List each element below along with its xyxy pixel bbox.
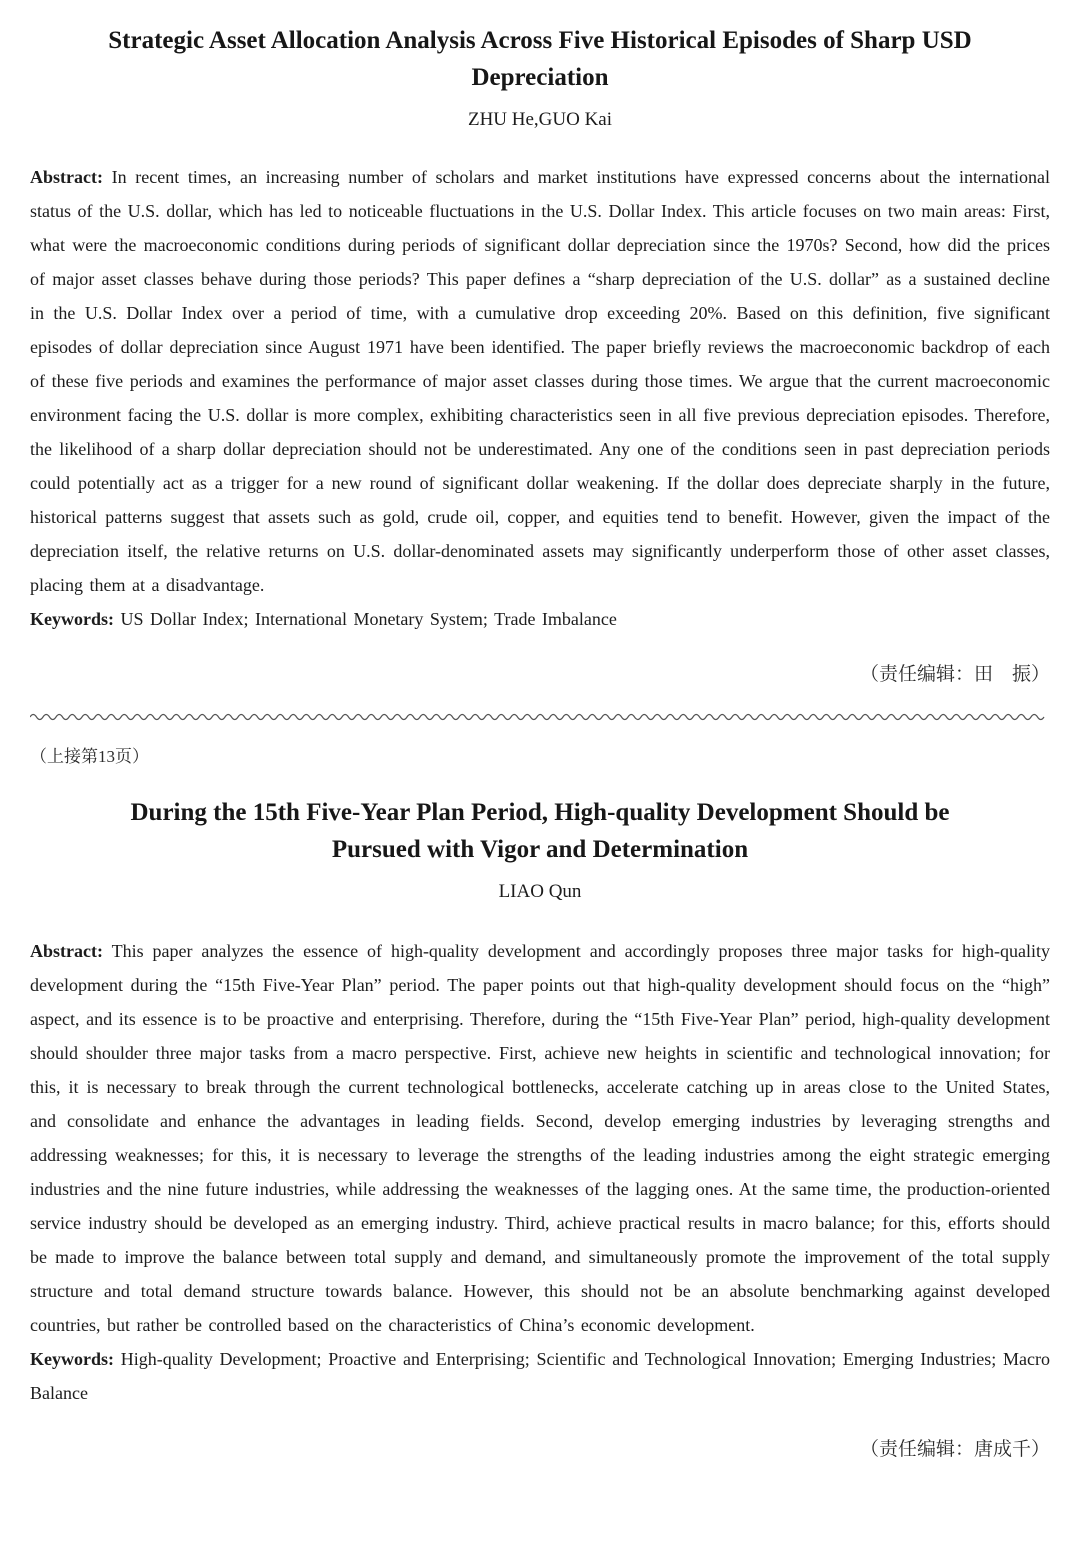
article2-abstract-label: Abstract:	[30, 941, 103, 961]
article2-authors: LIAO Qun	[498, 881, 582, 902]
article1-abstract	[30, 160, 1050, 602]
article2-abstract-text: This paper analyzes the essence of high-quality development and accordingly proposes three major tasks for high-quality development during the “15th Five-Year Plan” period. The paper points out that high-quality development should focus on the “high” aspect, and its essence is to be proactive and enterprising. Therefore, during the “15th Five-Year Plan” period, high-quality development should shoulder three major tasks from a macro perspective. First, achieve new heights in scientific and technological innovation; for this, it is necessary to break through the current technological bottlenecks, accelerate catching up in areas close to the United States, and consolidate and enhance the advantages in leading fields. Second, develop emerging industries by leveraging strengths and addressing weaknesses; for this, it is necessary to leverage the strengths of the leading industries among the eight strategic emerging industries and the nine future industries, while addressing the weaknesses of the lagging ones. At the same time, the production-oriented service industry should be developed as an emerging industry. Third, achieve practical results in macro balance; for this, efforts should be made to improve the balance between total supply and demand, and simultaneously promote the improvement of the total supply structure and total demand structure towards balance. However, this should not be an absolute benchmarking against developed countries, but rather be controlled based on the characteristics of China’s economic development.	[30, 941, 1050, 1335]
article1-keywords	[30, 602, 1050, 636]
article2-keywords-label: Keywords:	[30, 1349, 114, 1369]
article1-title: Strategic Asset Allocation Analysis Across Five Historical Episodes of Sharp USD Depreciation	[108, 27, 972, 91]
article1-abstract-text: In recent times, an increasing number of scholars and market institutions have expressed concerns about the international status of the U.S. dollar, which has led to noticeable fluctuations in the U.S. Dollar Index. This article focuses on two main areas: First, what were the macroeconomic conditions during periods of significant dollar depreciation since the 1970s? Second, how did the prices of major asset classes behave during those periods? This paper defines a “sharp depreciation of the U.S. dollar” as a sustained decline in the U.S. Dollar Index over a period of time, with a cumulative drop exceeding 20%. Based on this definition, five significant episodes of dollar depreciation since August 1971 have been identified. The paper briefly reviews the macroeconomic backdrop of each of these five periods and examines the performance of major asset classes during those times. We argue that the current macroeconomic environment facing the U.S. dollar is more complex, exhibiting characteristics seen in all five previous depreciation episodes. Therefore, the likelihood of a sharp dollar depreciation should not be underestimated. Any one of the conditions seen in past depreciation periods could potentially act as a trigger for a new round of significant dollar weakening. If the dollar does depreciate sharply in the future, historical patterns suggest that assets such as gold, crude oil, copper, and equities tend to benefit. However, given the impact of the depreciation itself, the relative returns on U.S. dollar-denominated assets may significantly underperform those of other asset classes, placing them at a disadvantage.	[30, 167, 1051, 595]
wavy-divider-icon	[30, 711, 1050, 723]
article1-keywords-label: Keywords:	[30, 609, 114, 629]
article2-keywords-text: High-quality Development; Proactive and Enterprising; Scientific and Technological Innovation; Emerging Industries; Macro Balance	[30, 1349, 1050, 1403]
article1-authors: ZHU He,GUO Kai	[467, 109, 613, 130]
article2-editor-note: （责任编辑：唐成千）	[859, 1439, 1050, 1460]
continuation-note: （上接第13页）	[30, 747, 149, 766]
article1-editor-note: （责任编辑：田 振）	[859, 664, 1050, 685]
article2-abstract	[30, 934, 1050, 1342]
article2-title: During the 15th Five-Year Plan Period, High-quality Development Should be Pursued with Vigor and Determination	[130, 799, 950, 863]
article1-abstract-label: Abstract:	[30, 167, 103, 187]
article1-keywords-text: US Dollar Index; International Monetary System; Trade Imbalance	[120, 609, 617, 629]
article2-keywords	[30, 1342, 1050, 1410]
wavy-divider	[30, 711, 1050, 723]
